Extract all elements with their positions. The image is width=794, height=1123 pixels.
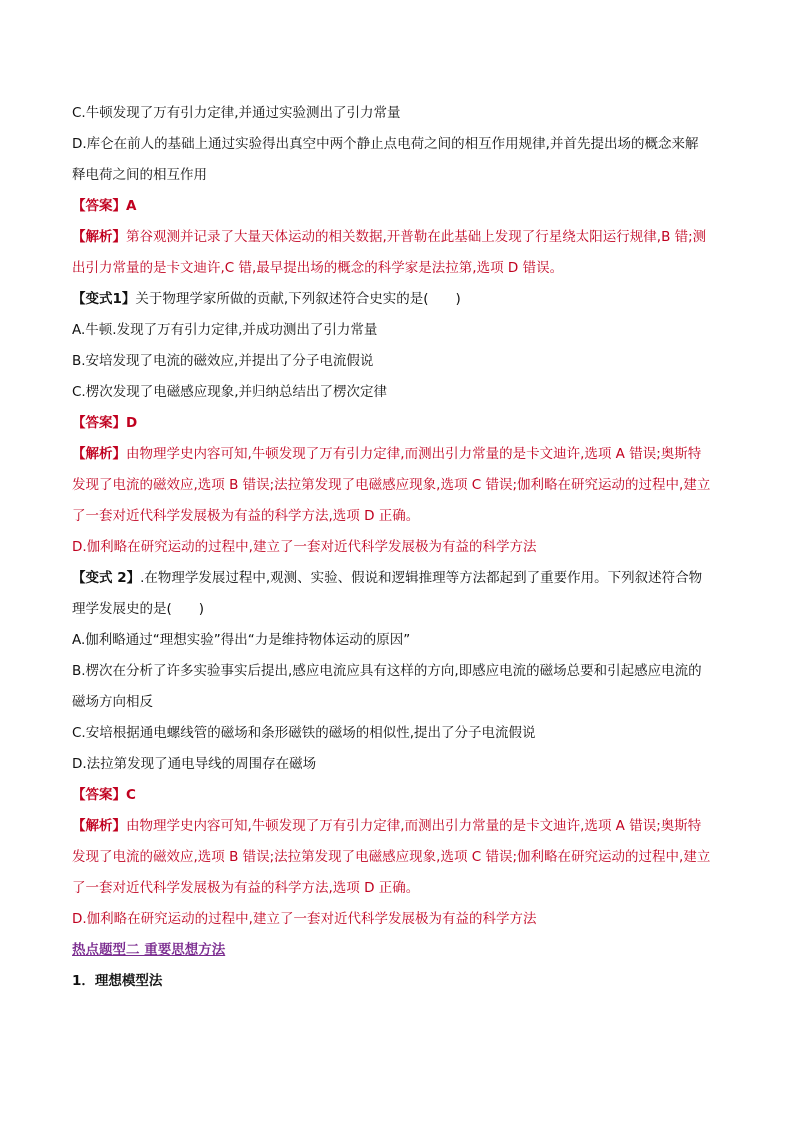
analysis-text-v2-4: D.伽利略在研究运动的过程中,建立了一套对近代科学发展极为有益的科学方法 — [72, 911, 537, 927]
analysis-text-v1-4: D.伽利略在研究运动的过程中,建立了一套对近代科学发展极为有益的科学方法 — [72, 539, 537, 555]
answer-value-3: C — [126, 787, 136, 803]
section-title-line — [72, 935, 727, 966]
variant-2-question-2: 理学发展史的是( ) — [72, 601, 205, 617]
option-a-text-v2: A.伽利略通过“理想实验”得出“力是维持物体运动的原因” — [72, 632, 411, 648]
variant-2-option-c — [72, 718, 727, 749]
subheading-line — [72, 966, 727, 997]
answer-line-3 — [72, 780, 727, 811]
document-page — [72, 98, 727, 997]
option-a-text: A.牛顿.发现了万有引力定律,并成功测出了引力常量 — [72, 322, 378, 338]
subheading: 1．理想模型法 — [72, 973, 163, 989]
option-b-text-v2-2: 磁场方向相反 — [72, 694, 153, 710]
variant-2-option-b — [72, 656, 727, 687]
option-c-line — [72, 98, 727, 129]
analysis-line-2c — [72, 501, 727, 532]
analysis-line-2d — [72, 532, 727, 563]
option-d-text: D.库仑在前人的基础上通过实验得出真空中两个静止点电荷之间的相互作用规律,并首先提出场的概念来解 — [72, 136, 699, 152]
variant-1-tag: 【变式1】 — [72, 291, 136, 307]
analysis-tag-3: 【解析】 — [72, 818, 126, 834]
variant-2-question: .在物理学发展过程中,观测、实验、假说和逻辑推理等方法都起到了重要作用。下列叙述符合物 — [140, 570, 703, 586]
variant-1-option-b — [72, 346, 727, 377]
analysis-text-v1-3: 了一套对近代科学发展极为有益的科学方法,选项 D 正确。 — [72, 508, 420, 524]
analysis-text-v2-2: 发现了电流的磁效应,选项 B 错误;法拉第发现了电磁感应现象,选项 C 错误;伽利略在研究运动的过程中,建立 — [72, 849, 711, 865]
analysis-line-3 — [72, 811, 727, 842]
variant-2-tag: 【变式 2】 — [72, 570, 141, 586]
analysis-text: 第谷观测并记录了大量天体运动的相关数据,开普勒在此基础上发现了行星绕太阳运行规律,B 错;测 — [126, 229, 707, 245]
analysis-text-v2: 由物理学史内容可知,牛顿发现了万有引力定律,而测出引力常量的是卡文迪许,选项 A 错误;奥斯特 — [126, 818, 702, 834]
variant-2-line — [72, 563, 727, 594]
option-d-text-2: 释电荷之间的相互作用 — [72, 167, 207, 183]
option-d-text-v2: D.法拉第发现了通电导线的周围存在磁场 — [72, 756, 317, 772]
variant-2-option-a — [72, 625, 727, 656]
variant-1-line — [72, 284, 727, 315]
analysis-line-2 — [72, 439, 727, 470]
analysis-text-2: 出引力常量的是卡文迪许,C 错,最早提出场的概念的科学家是法拉第,选项 D 错误。 — [72, 260, 564, 276]
answer-tag-3: 【答案】 — [72, 787, 126, 803]
variant-1-option-a — [72, 315, 727, 346]
answer-line-1 — [72, 191, 727, 222]
analysis-tag: 【解析】 — [72, 229, 126, 245]
variant-2-line-b — [72, 594, 727, 625]
analysis-tag-2: 【解析】 — [72, 446, 126, 462]
option-d-line — [72, 129, 727, 160]
variant-2-option-b-cont — [72, 687, 727, 718]
analysis-line-3d — [72, 904, 727, 935]
option-d-continued — [72, 160, 727, 191]
answer-tag: 【答案】 — [72, 198, 126, 214]
option-b-text-v2: B.楞次在分析了许多实验事实后提出,感应电流应具有这样的方向,即感应电流的磁场总要和引起感应电流的 — [72, 663, 702, 679]
answer-tag-2: 【答案】 — [72, 415, 126, 431]
analysis-line-3b — [72, 842, 727, 873]
section-title: 热点题型二 重要思想方法 — [72, 942, 226, 958]
analysis-line-2b — [72, 470, 727, 501]
analysis-line-3c — [72, 873, 727, 904]
option-c-text: C.牛顿发现了万有引力定律,并通过实验测出了引力常量 — [72, 105, 401, 121]
analysis-line-1b — [72, 253, 727, 284]
analysis-text-v1-2: 发现了电流的磁效应,选项 B 错误;法拉第发现了电磁感应现象,选项 C 错误;伽利略在研究运动的过程中,建立 — [72, 477, 711, 493]
answer-value-2: D — [126, 415, 138, 431]
answer-line-2 — [72, 408, 727, 439]
variant-1-option-c — [72, 377, 727, 408]
option-c-text-v2: C.安培根据通电螺线管的磁场和条形磁铁的磁场的相似性,提出了分子电流假说 — [72, 725, 536, 741]
answer-value: A — [126, 198, 137, 214]
analysis-line-1 — [72, 222, 727, 253]
variant-1-question: 关于物理学家所做的贡献,下列叙述符合史实的是( ) — [135, 291, 461, 307]
option-b-text: B.安培发现了电流的磁效应,并提出了分子电流假说 — [72, 353, 374, 369]
analysis-text-v1: 由物理学史内容可知,牛顿发现了万有引力定律,而测出引力常量的是卡文迪许,选项 A 错误;奥斯特 — [126, 446, 702, 462]
option-c-text-v1: C.楞次发现了电磁感应现象,并归纳总结出了楞次定律 — [72, 384, 388, 400]
variant-2-option-d — [72, 749, 727, 780]
analysis-text-v2-3: 了一套对近代科学发展极为有益的科学方法,选项 D 正确。 — [72, 880, 420, 896]
